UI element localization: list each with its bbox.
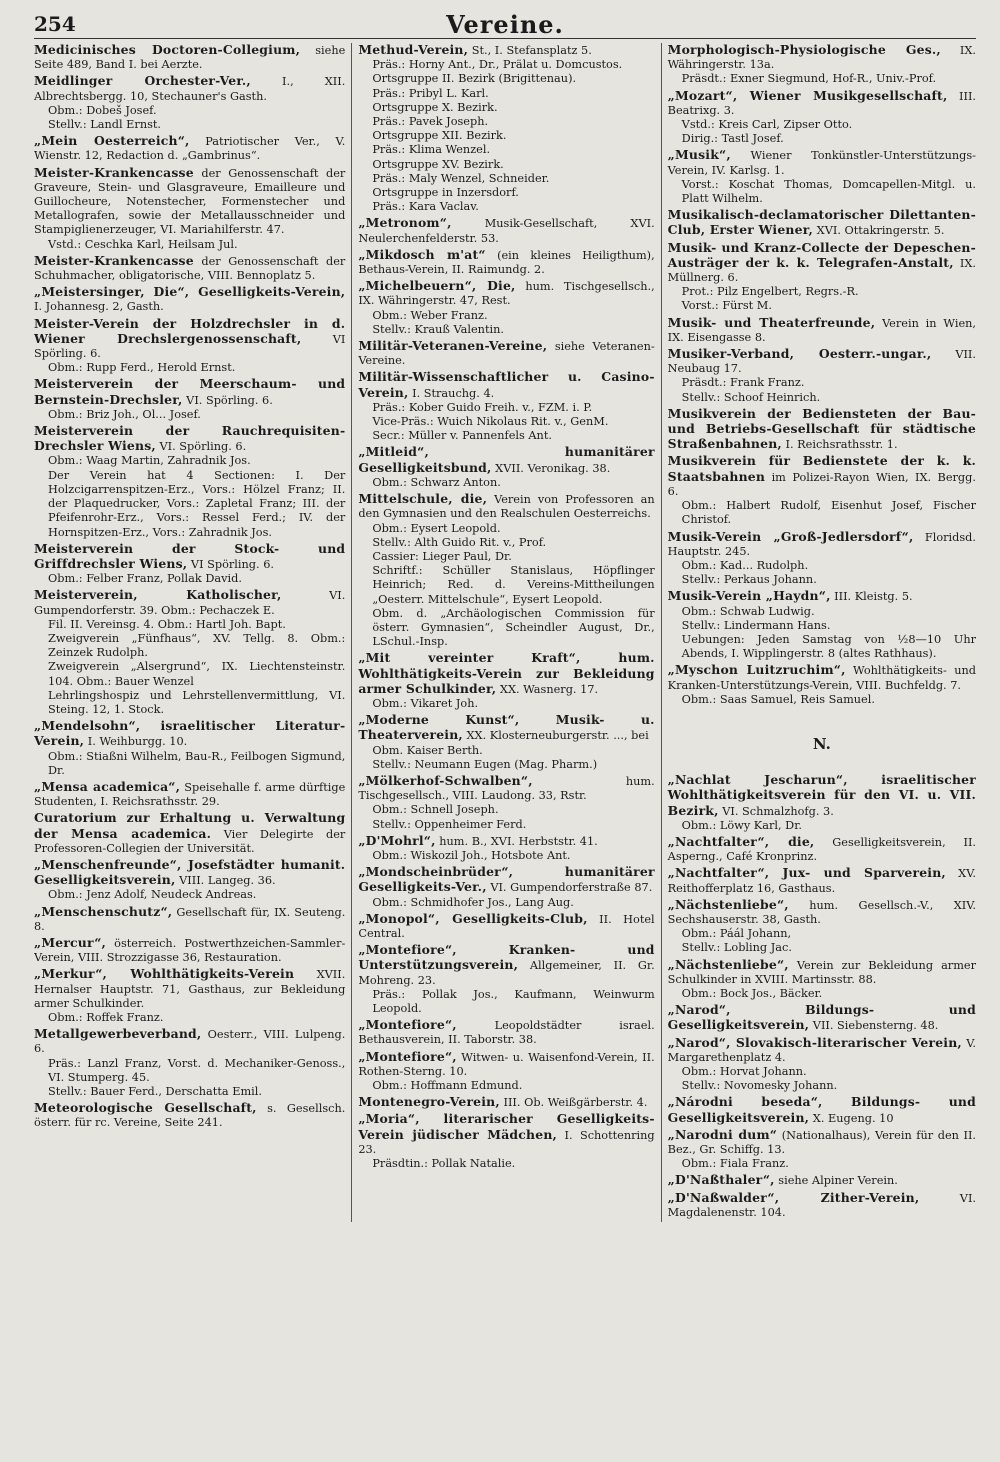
directory-entry <box>668 89 976 147</box>
directory-entry <box>358 1050 654 1094</box>
entry-text: VII. Neubaug 17. <box>667 348 976 376</box>
entry-text: der Genossenschaft der Schuhmacher, obligatorische, VIII. Bennoplatz 5. <box>34 254 346 283</box>
entry-name: Mittelschule, die, <box>358 491 488 507</box>
entry-text: Gesellschaft für, IX. Seuteng. 8. <box>34 905 346 933</box>
directory-entry <box>668 589 976 661</box>
entry-detail: Stellv.: Landl Ernst. <box>48 118 162 132</box>
entry-name: Medicinisches Doctoren-Collegium, <box>34 43 301 57</box>
entry-text: XVII. Veronikag. 38. <box>495 461 611 475</box>
entry-text: im Polizei-Rayon Wien, IX. Bergg. 6. <box>667 470 976 498</box>
page-header <box>34 10 976 39</box>
entry-name: „Mikdosch m'at“ <box>358 246 486 262</box>
directory-entry <box>358 43 654 214</box>
entry-text: VI Spörling. 6. <box>34 332 346 361</box>
directory-entry <box>34 285 345 314</box>
directory-entry <box>34 377 345 422</box>
directory-entry <box>34 905 345 934</box>
entry-detail: Obm.: Schnell Joseph. <box>372 803 499 817</box>
entry-detail: Obm. Kaiser Berth. <box>372 743 483 757</box>
entry-detail: Obm.: Stiaßni Wilhelm, Bau-R., Feilbogen Sigmund, Dr. <box>48 749 346 777</box>
entry-text: Oesterr., VIII. Lulpeng. 6. <box>34 1028 346 1056</box>
entry-detail: Präs.: Pollak Jos., Kaufmann, Weinwurm Leopold. <box>372 987 655 1015</box>
entry-text: XVI. Ottakringerstr. 5. <box>816 224 945 238</box>
entry-name: Morphologisch-Physiologische Ges., <box>667 43 941 57</box>
entry-name: Musikalisch-declamatorischer Dilettanten-Club, Erster Wiener, <box>667 207 976 238</box>
directory-entry <box>34 936 345 965</box>
entry-name: Musik-Verein „Groß-Jedlersdorf“, <box>667 528 914 544</box>
entry-name: „Moria“, literarischer Geselligkeits-Verein jüdischer Mädchen, <box>358 1111 655 1142</box>
directory-entry <box>668 316 976 345</box>
directory-entry <box>34 166 345 252</box>
directory-entry <box>668 1191 976 1220</box>
directory-entry <box>34 858 345 903</box>
directory-entry <box>358 339 654 368</box>
entry-text: XX. Wasnerg. 17. <box>499 682 599 696</box>
entry-name: Methud-Verein, <box>358 43 469 57</box>
entry-text: siehe Veteranen-Vereine. <box>358 340 655 368</box>
entry-detail: Präs.: Pribyl L. Karl. <box>372 86 489 100</box>
entry-detail: Obm.: Roffek Franz. <box>48 1011 164 1024</box>
entry-text: I. Strauchg. 4. <box>412 386 495 400</box>
entry-detail: Obm.: Dobeš Josef. <box>48 103 157 117</box>
entry-text: Witwen- u. Waisenfond-Verein, II. Rothen-Sterng. 10. <box>358 1050 655 1078</box>
entry-detail: Zweigverein „Fünfhaus“, XV. Tellg. 8. Obm.: Zeinzek Rudolph. <box>48 631 346 660</box>
entry-detail: Secr.: Müller v. Pannenfels Ant. <box>372 429 552 443</box>
entry-text: siehe Alpiner Verein. <box>778 1174 898 1188</box>
directory-entry <box>358 445 654 490</box>
entry-detail: Obm.: Felber Franz, Pollak David. <box>48 572 242 586</box>
entry-text: XV. Reithofferplatz 16, Gasthaus. <box>667 867 976 895</box>
entry-name: Curatorium zur Erhaltung u. Verwaltung der Mensa academica. <box>34 810 346 841</box>
entry-detail: Stellv.: Lobling Jac. <box>681 941 792 955</box>
directory-entry <box>34 317 345 376</box>
entry-text: Speisehalle f. arme dürftige Studenten, I. Reichsrathsstr. 29. <box>34 780 346 809</box>
entry-name: „Musik“, <box>667 147 731 163</box>
entry-name: Metallgewerbeverband, <box>34 1026 202 1042</box>
entry-name: „Mein Oesterreich“, <box>34 133 190 149</box>
section-letter: N. <box>812 734 831 753</box>
directory-entry <box>358 912 654 941</box>
entry-detail: Obm.: Hoffmann Edmund. <box>372 1079 523 1093</box>
directory-entry <box>668 407 976 453</box>
entry-text: I. Weihburgg. 10. <box>87 735 188 749</box>
entry-text: XVII. Hernalser Hauptstr. 71, Gasthaus, zur Bekleidung armer Schulkinder. <box>34 968 346 1010</box>
entry-text: VIII. Langeg. 36. <box>179 874 276 888</box>
entry-detail: Stellv.: Bauer Ferd., Derschatta Emil. <box>48 1085 262 1099</box>
entry-text: V. Margarethenplatz 4. <box>667 1036 976 1064</box>
entry-name: „Mensa academica“, <box>34 778 181 794</box>
entry-text: Allgemeiner, II. Gr. Mohreng. 23. <box>358 959 655 987</box>
entry-name: Meidlinger Orchester-Ver., <box>34 73 251 89</box>
entry-detail: Cassier: Lieger Paul, Dr. <box>372 549 512 563</box>
entry-name: „D'Naßthaler“, <box>667 1172 775 1188</box>
entry-name: Meister-Krankencasse <box>34 164 194 180</box>
entry-name: „D'Naßwalder“, Zither-Verein, <box>667 1189 920 1205</box>
directory-entry <box>668 663 976 707</box>
text-columns <box>34 43 976 1222</box>
entry-name: „Nächstenliebe“, <box>667 956 789 972</box>
entry-name: Musikverein der Bediensteten der Bau- und Betriebs-Gesellschaft für städtische Straßenbahnen, <box>667 405 976 452</box>
entry-text: III. Kleistg. 5. <box>834 590 913 604</box>
entry-detail: Obm. d. „Archäologischen Commission für österr. Gymnasien“, Scheindler August, Dr., LSchul.-Insp. <box>372 606 655 649</box>
entry-detail: Ortsgruppe XV. Bezirk. <box>372 157 504 171</box>
directory-entry <box>34 588 345 717</box>
entry-name: „Mondscheinbrüder“, humanitärer Geselligkeits-Ver., <box>358 864 655 895</box>
entry-detail: Obm.: Weber Franz. <box>372 308 488 322</box>
entry-detail: Obm.: Schmidhofer Jos., Lang Aug. <box>372 895 574 909</box>
directory-entry <box>668 454 976 527</box>
entry-detail: Fil. II. Vereinsg. 4. Obm.: Hartl Joh. Bapt. <box>48 617 286 631</box>
entry-name: „Narod“, Bildungs- und Geselligkeitsverein, <box>667 1002 976 1033</box>
entry-text: (Nationalhaus), Verein für den II. Bez., Gr. Schiffg. 13. <box>667 1128 976 1157</box>
entry-detail: Ortsgruppe XII. Bezirk. <box>372 129 507 143</box>
entry-text: I. Johannesg. 2, Gasth. <box>34 300 164 314</box>
entry-text: Wiener Tonkünstler-Unterstützungs-Verein, IV. Karlsg. 1. <box>667 149 976 177</box>
directory-entry <box>668 148 976 206</box>
entry-text: X. Eugeng. 10 <box>812 1111 894 1125</box>
entry-name: „Menschenfreunde“, Josefstädter humanit. Geselligkeitsverein, <box>34 856 346 888</box>
entry-name: „Myschon Luitzruchim“, <box>667 662 846 678</box>
directory-entry <box>668 866 976 895</box>
entry-name: „Monopol“, Geselligkeits-Club, <box>358 910 588 926</box>
entry-detail: Ortsgruppe X. Bezirk. <box>372 100 498 114</box>
directory-entry <box>358 279 654 337</box>
entry-text: hum. Gesellsch.-V., XIV. Sechshauserstr. 38, Gasth. <box>667 898 976 926</box>
entry-name: Militär-Veteranen-Vereine, <box>358 338 548 354</box>
entry-detail: Stellv.: Lindermann Hans. <box>681 618 831 632</box>
entry-name: Meisterverein der Stock- und Griffdrechsler Wiens, <box>34 540 346 571</box>
entry-detail: Präsdt.: Frank Franz. <box>681 376 805 390</box>
entry-name: Musikverein für Bedienstete der k. k. Staatsbahnen <box>667 453 976 484</box>
directory-entry <box>668 835 976 864</box>
entry-text: s. Gesellsch. österr. für rc. Vereine, Seite 241. <box>34 1102 346 1130</box>
entry-detail: Vstd.: Kreis Carl, Zipser Otto. <box>681 118 853 132</box>
entry-text: I. Schottenring 23. <box>358 1128 655 1156</box>
directory-entry <box>668 958 976 1002</box>
directory-entry <box>34 780 345 809</box>
entry-text: (ein kleines Heiligthum), Bethaus-Verein, II. Raimundg. 2. <box>358 248 655 277</box>
directory-entry <box>34 967 345 1025</box>
entry-name: „Moderne Kunst“, Musik- u. Theaterverein, <box>358 712 655 743</box>
directory-entry <box>668 43 976 87</box>
directory-entry <box>358 1095 654 1110</box>
entry-text: VI Spörling. 6. <box>190 557 274 571</box>
entry-name: „Narod“, Slovakisch-literarischer Verein, <box>667 1034 962 1050</box>
entry-detail: Vorst.: Fürst M. <box>681 299 772 313</box>
entry-name: Meisterverein der Meerschaum- und Bernstein-Drechsler, <box>34 376 346 407</box>
entry-name: Meisterverein der Rauchrequisiten-Drechsler Wiens, <box>34 423 346 454</box>
directory-entry <box>34 134 345 163</box>
directory-entry <box>358 865 654 910</box>
entry-name: „Metronom“, <box>358 215 452 231</box>
entry-detail: Obm.: Horvat Johann. <box>681 1065 807 1078</box>
directory-entry <box>668 347 976 405</box>
directory-entry <box>668 773 976 833</box>
entry-text: IX. Währingerstr. 13a. <box>667 44 976 72</box>
entry-detail: Obm.: Saas Samuel, Reis Samuel. <box>681 692 875 706</box>
entry-detail: Obm.: Bock Jos., Bäcker. <box>681 986 823 1000</box>
entry-detail: Stellv.: Oppenheimer Ferd. <box>372 817 527 831</box>
entry-name: „Nachtfalter“, Jux- und Sparverein, <box>667 865 946 881</box>
entry-name: Meister-Verein der Holzdrechsler in d. Wiener Drechslergenossenschaft, <box>34 315 346 346</box>
entry-name: „Michelbeuern“, Die, <box>358 278 516 294</box>
entry-detail: Vorst.: Koschat Thomas, Domcapellen-Mitgl. u. Platt Wilhelm. <box>681 177 976 206</box>
entry-name: „Nachlat Jescharun“, israelitischer Wohlthätigkeitsverein für den VI. u. VII. Bezirk, <box>667 772 976 818</box>
entry-detail: Präs.: Pavek Joseph. <box>372 115 489 129</box>
entry-text: Patriotischer Ver., V. Wienstr. 12, Redaction d. „Gambrinus“. <box>34 135 346 163</box>
entry-name: Meisterverein, Katholischer, <box>34 587 282 603</box>
entry-text: IX. Müllnerg. 6. <box>667 256 976 285</box>
entry-text: VI. Gumpendorferstraße 87. <box>490 881 653 895</box>
entry-detail: Schriftf.: Schüller Stanislaus, Höpflinger Heinrich; Red. d. Vereins-Mittheilungen „Oesterr. Mittelschule“, Eysert Leopold. <box>372 564 655 606</box>
entry-name: „Mitleid“, humanitärer Geselligkeitsbund, <box>358 444 655 475</box>
entry-detail: Obm.: Eysert Leopold. <box>372 521 501 535</box>
column-3 <box>661 43 976 1222</box>
directory-entry <box>358 943 654 1016</box>
entry-detail: Stellv.: Perkaus Johann. <box>681 573 817 587</box>
entry-text: hum. Tischgesellsch., IX. Währingerstr. 47, Rest. <box>358 280 655 308</box>
entry-name: Musik- und Theaterfreunde, <box>667 314 876 330</box>
directory-entry <box>34 43 345 72</box>
entry-text: Verein in Wien, IX. Eisengasse 8. <box>667 316 976 344</box>
entry-detail: Obm.: Halbert Rudolf, Eisenhut Josef, Fischer Christof. <box>681 499 976 527</box>
entry-name: Militär-Wissenschaftlicher u. Casino-Verein, <box>358 369 655 400</box>
entry-name: Musik- und Kranz-Collecte der Depeschen-Austräger der k. k. Telegrafen-Anstalt, <box>667 239 976 270</box>
entry-name: Meteorologische Gesellschaft, <box>34 1100 257 1116</box>
entry-name: „Meistersinger, Die“, Geselligkeits-Verein, <box>34 284 346 300</box>
entry-detail: Präs.: Kober Guido Freih. v., FZM. i. P. <box>372 400 593 414</box>
entry-name: „Mit vereinter Kraft“, hum. Wohlthätigkeits-Verein zur Bekleidung armer Schulkinder, <box>358 650 655 696</box>
entry-text: XX. Klosterneuburgerstr. ..., bei <box>466 729 649 743</box>
directory-entry <box>34 424 345 540</box>
entry-text: III. Beatrixg. 3. <box>667 89 976 117</box>
entry-name: „Mercur“, <box>34 934 107 950</box>
directory-entry <box>358 774 654 832</box>
entry-name: „Mozart“, Wiener Musikgesellschaft, <box>667 87 948 103</box>
entry-text: II. Hotel Central. <box>358 912 655 940</box>
entry-text: VI. Schmalzhofg. 3. <box>722 804 834 818</box>
directory-entry <box>358 1112 654 1171</box>
entry-text: Leopoldstädter israel. Bethausverein, II. Taborstr. 38. <box>358 1019 655 1047</box>
entry-text: I. Reichsrathsstr. 1. <box>785 438 898 452</box>
entry-name: „Mölkerhof-Schwalben“, <box>358 772 533 788</box>
entry-detail: Stellv.: Schoof Heinrich. <box>681 390 821 404</box>
entry-detail: Vice-Präs.: Wuich Nikolaus Rit. v., GenM. <box>372 415 609 429</box>
entry-text: der Genossenschaft der Graveure, Stein- und Glasgraveure, Emailleure und Guillocheure, Notenstecher, Formenstecher und Metallografen, sowie der Metallausschneider und Stampiglienerzeuger, VI. Mariahilferstr. 47. <box>34 166 346 237</box>
entry-detail: Zweigverein „Alsergrund“, IX. Liechtensteinstr. 104. Obm.: Bauer Wenzel <box>48 660 346 688</box>
running-title: Vereine. <box>446 10 564 39</box>
entry-detail: Dirig.: Tastl Josef. <box>681 132 784 146</box>
entry-text: Vier Delegirte der Professoren-Collegien der Universität. <box>34 827 346 855</box>
entry-text: Floridsd. Hauptstr. 245. <box>667 530 976 558</box>
entry-detail: Obm.: Kad... Rudolph. <box>681 558 809 572</box>
directory-entry <box>668 1173 976 1188</box>
directory-entry <box>358 370 654 443</box>
directory-entry <box>358 216 654 245</box>
entry-name: „Mendelsohn“, israelitischer Literatur-Verein, <box>34 718 346 749</box>
entry-detail: Obm.: Schwarz Anton. <box>372 475 501 489</box>
entry-detail: Obm.: Vikaret Joh. <box>372 696 479 710</box>
entry-name: Montenegro-Verein, <box>358 1094 500 1110</box>
entry-detail: Obm.: Schwab Ludwig. <box>681 604 815 618</box>
directory-entry <box>668 1095 976 1125</box>
directory-entry <box>358 492 654 649</box>
entry-detail: Obm.: Wiskozil Joh., Hotsbote Ant. <box>372 848 571 862</box>
entry-detail: Lehrlingshospiz und Lehrstellenvermittlung, VI. Steing. 12, 1. Stock. <box>48 688 346 716</box>
entry-text: St., I. Stefansplatz 5. <box>471 44 592 57</box>
entry-detail: Uebungen: Jeden Samstag von ½8—10 Uhr Abends, I. Wipplingerstr. 8 (altes Rathhaus). <box>681 632 976 661</box>
entry-detail: Obm.: Briz Joh., Ol... Josef. <box>48 407 201 421</box>
column-1 <box>34 43 351 1222</box>
entry-detail: Stellv.: Neumann Eugen (Mag. Pharm.) <box>372 757 598 771</box>
directory-entry <box>34 74 345 132</box>
entry-name: „Merkur“, Wohlthätigkeits-Verein <box>34 966 295 982</box>
entry-text: VI. Gumpendorferstr. 39. Obm.: Pechaczek E. <box>34 589 346 617</box>
entry-text: VII. Siebensterng. 48. <box>812 1019 939 1033</box>
entry-name: „Menschenschutz“, <box>34 903 173 919</box>
entry-text: III. Ob. Weißgärberstr. 4. <box>503 1096 648 1110</box>
entry-detail: Präs.: Klima Wenzel. <box>372 143 491 157</box>
entry-name: „Národni beseda“, Bildungs- und Geselligkeitsverein, <box>667 1094 976 1125</box>
directory-entry <box>668 241 976 314</box>
directory-entry <box>34 1027 345 1099</box>
directory-entry <box>34 719 345 778</box>
entry-detail: Ortsgruppe in Inzersdorf. <box>372 186 519 200</box>
entry-detail: Stellv.: Krauß Valentin. <box>372 322 504 336</box>
entry-name: Musik-Verein „Haydn“, <box>667 588 831 604</box>
entry-name: „D'Mohrl“, <box>358 832 436 848</box>
entry-text: siehe Seite 489, Band I. bei Aerzte. <box>34 44 346 72</box>
entry-text: Verein zur Bekleidung armer Schulkinder in XVIII. Martinsstr. 88. <box>667 958 976 986</box>
entry-detail: Präs.: Horny Ant., Dr., Prälat u. Domcustos. <box>372 58 623 72</box>
entry-detail: Präs.: Lanzl Franz, Vorst. d. Mechaniker-Genoss., VI. Stumperg. 45. <box>48 1056 346 1084</box>
entry-text: I., XII. Albrechtsbergg. 10, Stechauner's Gasth. <box>34 75 346 103</box>
directory-entry <box>668 1036 976 1094</box>
directory-entry <box>668 1003 976 1033</box>
entry-detail: Ortsgruppe II. Bezirk (Brigittenau). <box>372 72 577 86</box>
directory-entry <box>668 898 976 956</box>
entry-text: österreich. Postwerthzeichen-Sammler-Verein, VIII. Strozzigasse 36, Restauration. <box>34 936 346 965</box>
entry-detail: Präsdt.: Exner Siegmund, Hof-R., Univ.-Prof. <box>681 72 937 86</box>
entry-name: „Montefiore“, <box>358 1048 457 1064</box>
entry-name: „Narodni dum“ <box>667 1126 778 1142</box>
entry-detail: Obm.: Fiala Franz. <box>681 1157 789 1171</box>
entry-detail: Obm.: Rupp Ferd., Herold Ernst. <box>48 361 236 375</box>
entry-detail: Stellv.: Alth Guido Rit. v., Prof. <box>372 535 547 549</box>
entry-text: Musik-Gesellschaft, XVI. Neulerchenfelderstr. 53. <box>358 217 655 245</box>
entry-detail: Prot.: Pilz Engelbert, Regrs.-R. <box>681 285 859 299</box>
directory-entry <box>34 1101 345 1130</box>
entry-text: hum. B., XVI. Herbststr. 41. <box>439 834 598 848</box>
entry-detail: Präs.: Kara Vaclav. <box>372 200 479 214</box>
entry-detail: Stellv.: Novomesky Johann. <box>681 1079 838 1093</box>
directory-entry <box>358 713 654 772</box>
entry-detail: Präsdtin.: Pollak Natalie. <box>372 1157 516 1171</box>
entry-text: VI. Magdalenenstr. 104. <box>667 1191 976 1219</box>
entry-text: VI. Spörling. 6. <box>186 393 273 407</box>
entry-name: „Montefiore“, <box>358 1017 457 1033</box>
directory-entry <box>358 1018 654 1047</box>
entry-text: Wohlthätigkeits- und Kranken-Unterstützungs-Verein, VIII. Buchfeldg. 7. <box>667 664 976 692</box>
page-number: 254 <box>34 12 76 36</box>
entry-text: VI. Spörling. 6. <box>159 440 247 454</box>
entry-name: Meister-Krankencasse <box>34 252 194 268</box>
directory-entry <box>34 254 345 283</box>
entry-text: Verein von Professoren an den Gymnasien und den Realschulen Oesterreichs. <box>358 493 655 521</box>
entry-detail: Präs.: Maly Wenzel, Schneider. <box>372 171 550 185</box>
entry-detail: Obm.: Jenz Adolf, Neudeck Andreas. <box>48 888 257 902</box>
entry-text: Geselligkeitsverein, II. Asperng., Café Kronprinz. <box>667 835 976 864</box>
directory-entry <box>668 530 976 588</box>
entry-name: „Nachtfalter“, die, <box>667 833 815 849</box>
entry-detail: Vstd.: Ceschka Karl, Heilsam Jul. <box>48 237 238 251</box>
entry-text: hum. Tischgesellsch., VIII. Laudong. 33, Rstr. <box>358 774 655 803</box>
directory-entry <box>358 651 654 711</box>
directory-entry <box>34 542 345 587</box>
directory-entry <box>358 834 654 863</box>
entry-detail: Obm.: Waag Martin, Zahradnik Jos. <box>48 454 251 468</box>
entry-detail: Der Verein hat 4 Sectionen: I. Der Holzcigarrenspitzen-Erz., Vors.: Hölzel Franz; II. der Plaquedrucker, Vors.: Zapletal Franz; III. der Pfeifenrohr-Erz., Vors.: Ressel Ferd.; IV. der Hornspitzen-Erz., Vors.: Zahradnik Jos. <box>48 468 346 539</box>
entry-name: Musiker-Verband, Oesterr.-ungar., <box>667 346 932 362</box>
directory-entry <box>668 1128 976 1172</box>
column-2 <box>351 43 660 1222</box>
directory-entry <box>668 208 976 238</box>
directory-entry <box>358 248 654 277</box>
entry-name: „Nächstenliebe“, <box>667 896 789 912</box>
directory-entry <box>34 811 345 856</box>
entry-detail: Obm.: Löwy Karl, Dr. <box>681 818 802 832</box>
entry-detail: Obm.: Páál Johann, <box>681 927 792 941</box>
entry-name: „Montefiore“, Kranken- und Unterstützungsverein, <box>358 942 655 973</box>
